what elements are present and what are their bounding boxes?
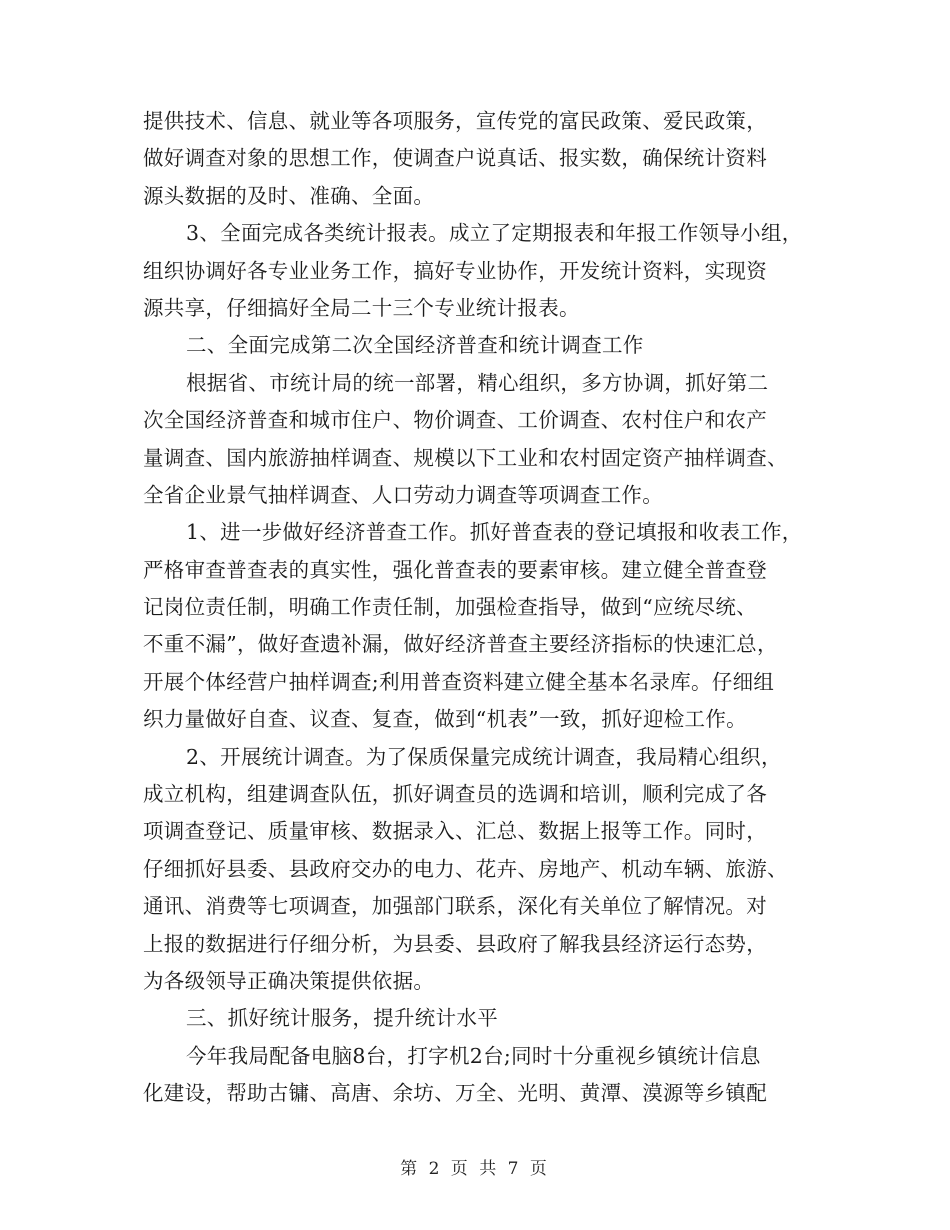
text-line: 根据省、市统计局的统一部署，精心组织，多方协调，抓好第二 <box>186 370 769 395</box>
text-line: 项调查登记、质量审核、数据录入、汇总、数据上报等工作。同时， <box>143 819 767 844</box>
text-line: 化建设，帮助古镛、高唐、余坊、万全、光明、黄潭、漠源等乡镇配 <box>143 1081 767 1106</box>
document-body <box>143 103 823 1113</box>
text-line: 全省企业景气抽样调查、人口劳动力调查等项调查工作。 <box>143 482 663 507</box>
text-line: 三、抓好统计服务，提升统计水平 <box>186 1006 498 1031</box>
text-line: 通讯、消费等七项调查，加强部门联系，深化有关单位了解情况。对 <box>143 894 767 919</box>
text-line: 二、全面完成第二次全国经济普查和统计调查工作 <box>186 333 644 358</box>
text-line: 不重不漏”，做好查遗补漏，做好经济普查主要经济指标的快速汇总， <box>143 632 778 657</box>
text-line: 做好调查对象的思想工作，使调查户说真话、报实数，确保统计资料 <box>143 146 767 171</box>
page-footer: 第 2 页 共 7 页 <box>400 1159 550 1179</box>
text-line: 源头数据的及时、准确、全面。 <box>143 183 435 208</box>
text-line: 记岗位责任制，明确工作责任制，加强检查指导，做到“应统尽统、 <box>143 595 757 620</box>
text-line: 组织协调好各专业业务工作，搞好专业协作，开发统计资料，实现资 <box>143 258 767 283</box>
text-line: 上报的数据进行仔细分析，为县委、县政府了解我县经济运行态势， <box>143 931 767 956</box>
text-line: 源共享，仔细搞好全局二十三个专业统计报表。 <box>143 295 580 320</box>
text-line: 量调查、国内旅游抽样调查、规模以下工业和农村固定资产抽样调查、 <box>143 445 788 470</box>
text-line: 今年我局配备电脑8台，打字机2台;同时十分重视乡镇统计信息 <box>186 1043 761 1068</box>
text-line: 成立机构，组建调查队伍，抓好调查员的选调和培训，顺利完成了各 <box>143 782 767 807</box>
text-line: 次全国经济普查和城市住户、物价调查、工价调查、农村住户和农产 <box>143 408 767 433</box>
text-line: 2、开展统计调查。为了保质保量完成统计调查，我局精心组织， <box>186 744 782 769</box>
text-line: 提供技术、信息、就业等各项服务，宣传党的富民政策、爱民政策， <box>143 109 767 133</box>
text-line: 严格审查普查表的真实性，强化普查表的要素审核。建立健全普查登 <box>143 557 767 582</box>
text-line: 为各级领导正确决策提供依据。 <box>143 968 435 993</box>
text-line: 仔细抓好县委、县政府交办的电力、花卉、房地产、机动车辆、旅游、 <box>143 856 788 881</box>
text-line: 开展个体经营户抽样调查;利用普查资料建立健全基本名录库。仔细组 <box>143 669 775 694</box>
text-line: 1、进一步做好经济普查工作。抓好普查表的登记填报和收表工作， <box>186 520 803 545</box>
text-line: 织力量做好自查、议查、复查，做到“机表”一致，抓好迎检工作。 <box>143 707 747 732</box>
text-line: 3、全面完成各类统计报表。成立了定期报表和年报工作领导小组， <box>186 221 803 246</box>
